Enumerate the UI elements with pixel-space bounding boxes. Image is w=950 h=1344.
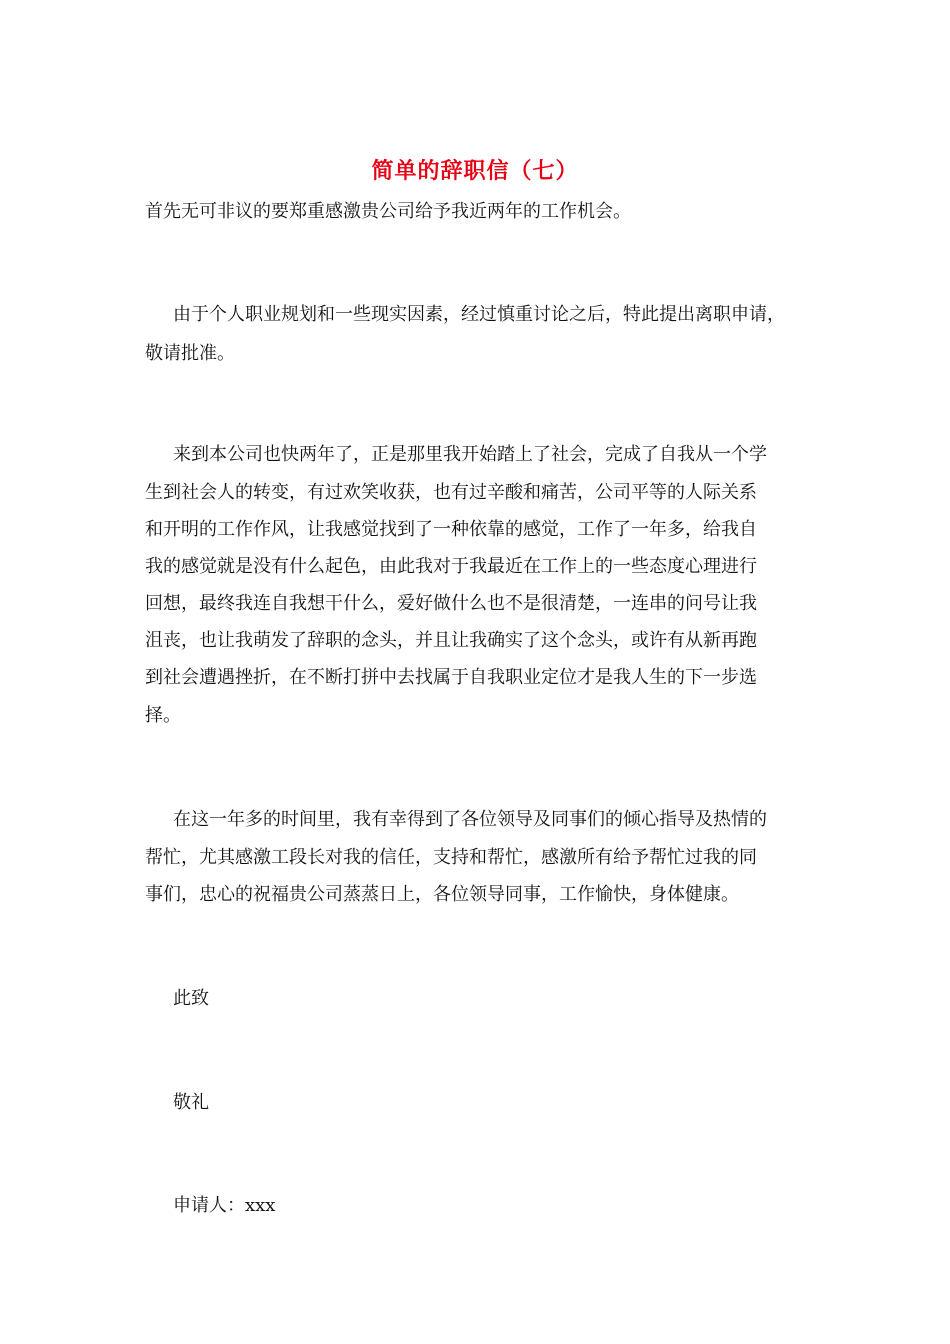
intro-line: 首先无可非议的要郑重感激贵公司给予我近两年的工作机会。	[145, 201, 631, 222]
document-title: 简单的辞职信（七）	[371, 158, 579, 184]
para2-line-4: 我的感觉就是没有什么起色，由此我对于我最近在工作上的一些态度心理进行	[145, 556, 757, 577]
para2-line-3: 和开明的工作作风，让我感觉找到了一种依靠的感觉，工作了一年多，给我自	[145, 519, 757, 540]
closing-regards: 敬礼	[173, 1092, 209, 1113]
closing-salutation: 此致	[173, 988, 209, 1009]
para2-line-2: 生到社会人的转变，有过欢笑收获，也有过辛酸和痛苦，公司平等的人际关系	[145, 482, 757, 503]
signature-line: 申请人：xxx	[173, 1195, 276, 1216]
para1-line-1: 由于个人职业规划和一些现实因素，经过慎重讨论之后，特此提出离职申请，	[173, 304, 785, 325]
para1-line-2: 敬请批准。	[145, 343, 235, 364]
para3-line-2: 帮忙，尤其感激工段长对我的信任，支持和帮忙，感激所有给予帮忙过我的同	[145, 847, 757, 868]
para2-line-1: 来到本公司也快两年了，正是那里我开始踏上了社会，完成了自我从一个学	[173, 444, 767, 465]
para2-line-7: 到社会遭遇挫折，在不断打拼中去找属于自我职业定位才是我人生的下一步选	[145, 667, 757, 688]
para3-line-3: 事们，忠心的祝福贵公司蒸蒸日上，各位领导同事，工作愉快，身体健康。	[145, 884, 739, 905]
para2-line-6: 沮丧，也让我萌发了辞职的念头，并且让我确实了这个念头，或许有从新再跑	[145, 630, 757, 651]
para2-line-8: 择。	[145, 705, 181, 726]
para3-line-1: 在这一年多的时间里，我有幸得到了各位领导及同事们的倾心指导及热情的	[173, 809, 767, 830]
para2-line-5: 回想，最终我连自我想干什么，爱好做什么也不是很清楚，一连串的问号让我	[145, 593, 757, 614]
